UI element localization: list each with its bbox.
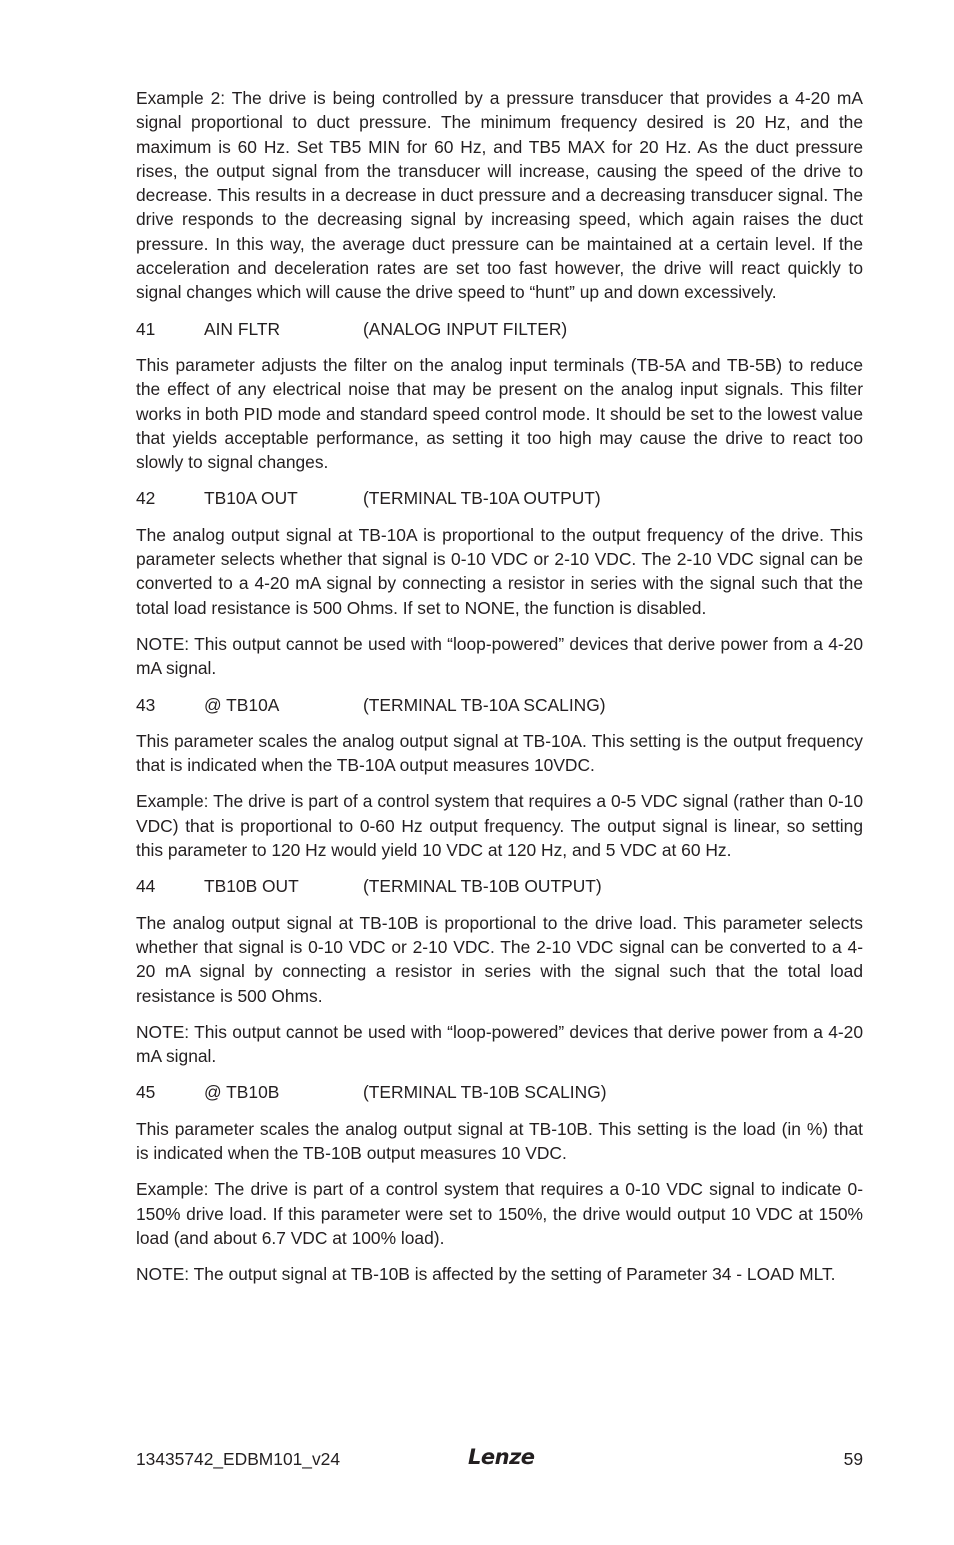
param-44-heading xyxy=(136,874,863,898)
param-title: (TERMINAL TB-10B OUTPUT) xyxy=(363,876,602,897)
param-42-heading xyxy=(136,486,863,510)
param-45-note: NOTE: The output signal at TB-10B is affected by the setting of Parameter 34 - LOAD MLT. xyxy=(136,1264,836,1285)
param-42-note: NOTE: This output cannot be used with “loop-powered” devices that derive power from a 4-20 mA signal. xyxy=(136,633,863,679)
param-41-description: This parameter adjusts the filter on the analog input terminals (TB-5A and TB-5B) to reduce the effect of any electrical noise that may be present on the analog input signals. This filter works in both PID mode and standard speed control mode. It should be set to the lowest value that yields acceptable performance, as setting it too high may cause the drive to react too slowly to signal changes. xyxy=(136,354,863,473)
param-43-example: Example: The drive is part of a control system that requires a 0-5 VDC signal (rather than 0-10 VDC) that is proportional to 0-60 Hz output frequency. The output signal is linear, so setting this parameter to 120 Hz would yield 10 VDC at 120 Hz, and 5 VDC at 60 Hz. xyxy=(136,791,863,861)
page-footer xyxy=(136,1444,863,1474)
param-title: (TERMINAL TB-10A OUTPUT) xyxy=(363,488,601,509)
page-content xyxy=(136,86,863,1298)
param-title: (ANALOG INPUT FILTER) xyxy=(363,318,568,339)
lenze-logo: Lenze xyxy=(468,1445,535,1469)
param-number: 42 xyxy=(136,488,156,509)
param-44-description: The analog output signal at TB-10B is proportional to the drive load. This parameter selects whether that signal is 0-10 VDC or 2-10 VDC. The 2-10 VDC signal can be converted to a 4-20 mA signal by connecting a resistor in series with the signal such that the total load resistance is 500 Ohms. xyxy=(136,912,863,1006)
param-number: 45 xyxy=(136,1082,156,1103)
example-2-paragraph: Example 2: The drive is being controlled by a pressure transducer that provides a 4-20 mA signal proportional to duct pressure. The minimum frequency desired is 20 Hz, and the maximum is 60 Hz. Set TB5 MIN for 60 Hz, and TB5 MAX for 20 Hz. As the duct pressure rises, the output signal from the transducer will increase, causing the speed of the drive to decrease. This results in a decrease in duct pressure and a decreasing transducer signal. The drive responds to the decreasing signal by increasing speed, which again raises the duct pressure. In this way, the average duct pressure can be maintained at a certain level. If the acceleration and deceleration rates are set too fast however, the drive will react quickly to signal changes which will cause the drive speed to “hunt” up and down excessively. xyxy=(136,88,863,303)
param-title: (TERMINAL TB-10B SCALING) xyxy=(363,1082,607,1103)
param-code: @ TB10B xyxy=(204,1082,280,1103)
param-code: TB10B OUT xyxy=(204,876,299,897)
param-44-note: NOTE: This output cannot be used with “loop-powered” devices that derive power from a 4-20 mA signal. xyxy=(136,1021,863,1067)
param-43-heading xyxy=(136,693,863,717)
param-42-description: The analog output signal at TB-10A is proportional to the output frequency of the drive. This parameter selects whether that signal is 0-10 VDC or 2-10 VDC. The 2-10 VDC signal can be converted to a 4-20 mA signal by connecting a resistor in series with the signal such that the total load resistance is 500 Ohms. If set to NONE, the function is disabled. xyxy=(136,524,863,618)
param-number: 41 xyxy=(136,318,156,339)
param-number: 44 xyxy=(136,876,156,897)
param-number: 43 xyxy=(136,694,156,715)
param-code: TB10A OUT xyxy=(204,488,298,509)
param-45-example: Example: The drive is part of a control system that requires a 0-10 VDC signal to indicate 0-150% drive load. If this parameter were set to 150%, the drive would output 10 VDC at 150% load (and about 6.7 VDC at 100% load). xyxy=(136,1179,863,1248)
param-title: (TERMINAL TB-10A SCALING) xyxy=(363,694,606,715)
param-code: @ TB10A xyxy=(204,694,280,715)
page-number: 59 xyxy=(843,1449,863,1469)
param-code: AIN FLTR xyxy=(204,318,281,339)
document-id: 13435742_EDBM101_v24 xyxy=(136,1449,341,1469)
param-45-heading xyxy=(136,1080,863,1104)
param-43-description: This parameter scales the analog output signal at TB-10A. This setting is the output frequency that is indicated when the TB-10A output measures 10VDC. xyxy=(136,730,863,776)
param-45-description: This parameter scales the analog output signal at TB-10B. This setting is the load (in %) that is indicated when the TB-10B output measures 10 VDC. xyxy=(136,1118,863,1163)
param-41-heading xyxy=(136,317,863,341)
